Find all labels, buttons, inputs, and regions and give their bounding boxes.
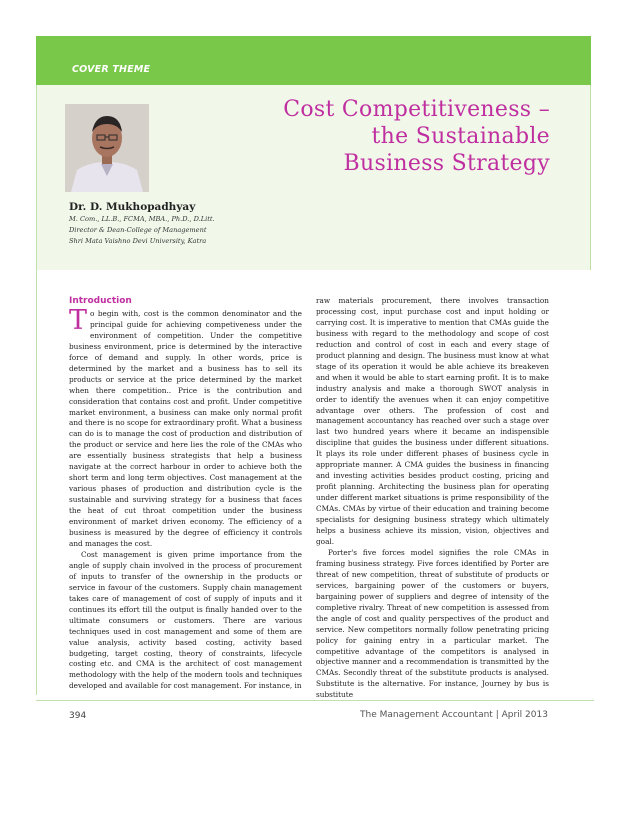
paragraph: Cost management is given prime importance from the angle of supply chain involved in the process of procurement of inputs to transfer of the ownership in the products or service in favour of the customers. Supply chain management takes care of management of cost of supply of inputs and it continues its effort till the output is finally handed over to the ultimate consumers or customers. There are various techniques used in cost management and some of them are value analysis, activity based costing, activity based budgeting, target costing, theory of constraints, lifecycle costing etc. and CMA is the architect of cost management methodology with the help of the modern tools and techniques developed and available for cost management. For instance, in xyxy=(69,549,302,691)
section-heading: Introduction xyxy=(69,296,132,306)
article-title xyxy=(200,96,550,177)
right-rule xyxy=(590,85,591,270)
section-label: COVER THEME xyxy=(72,64,151,75)
author-portrait-icon xyxy=(65,104,149,192)
author-credentials: M. Com., LL.B., FCMA, MBA., Ph.D., D.Litt. xyxy=(69,215,215,223)
journal-footer: The Management Accountant | April 2013 xyxy=(360,710,548,720)
section-band xyxy=(36,36,591,85)
left-rule xyxy=(36,85,37,695)
paragraph-text: o begin with, cost is the common denominator and the principal guide for achieving competiveness under the environment of competition. Under the competitive business environment, price is determined by the interactive force of demand and supply. In other words, price is determined by the market and a business has to sell its products or service at the price determined by the market when there competition.. Price is the contribution and consideration that contains cost and profit. Under competitive market environment, a business can make only normal profit and there is no scope for extraordinary profit. What a business can do is to manage the cost of production and distribution of the product or service and here lies the role of the CMAs who are essentially business strategists that help a business navigate at the correct harbour in order to achieve both the short term and long term objectives. Cost management at the various phases of production and distribution cycle is the sustainable and surviving strategy for a business that faces the heat of cut throat competition under the business environment of market driven economy. The efficiency of a business is measured by the degree of efficiency it controls and manages the cost. xyxy=(69,308,302,548)
title-line: the Sustainable xyxy=(371,124,550,149)
left-column xyxy=(69,296,302,692)
paragraph: raw materials procurement, there involves transaction processing cost, input purchase cost and input holding or carrying cost. It is imperative to mention that CMAs guide the business with regard to the methodology and scope of cost reduction and control of cost in each and every stage of product planning and design. The business must know at what stage of its operation it would be able achieve its breakeven and when it would be able to start earning profit. It is to make industry analysis and make a thorough SWOT analysis in order to identify the avenues when it can enjoy competitive advantage over others. The profession of cost and management accountancy has reached over such a stage over last two hundred years where it became an indispensible discipline that guides the business under different situations. It plays its role under different phases of business cycle in appropriate manner. A CMA guides the business in financing and investing activities besides product costing, pricing and profit planning. Architecting the business plan for operating under different market situations is prime responsibility of the CMAs. CMAs by virtue of their education and training become specialists for designing business strategy which ultimately helps a business achieve its mission, vision, objectives and goal. xyxy=(316,296,549,546)
title-line: Business Strategy xyxy=(343,151,550,176)
author-photo xyxy=(65,104,149,192)
footer-rule xyxy=(36,700,594,701)
paragraph xyxy=(69,304,302,550)
author-institution: Shri Mata Vaishno Devi University, Katra xyxy=(69,237,207,245)
author-name: Dr. D. Mukhopadhyay xyxy=(69,201,196,213)
page-number: 394 xyxy=(69,711,87,721)
drop-cap: T xyxy=(69,304,88,336)
right-column xyxy=(316,296,549,701)
author-position: Director & Dean-College of Management xyxy=(69,226,207,234)
title-line: Cost Competitiveness – xyxy=(283,97,550,122)
paragraph: Porter's five forces model signifies the role CMAs in framing business strategy. Five forces identified by Porter are threat of new competition, threat of substitute of products or services, bargaining power of the customers or buyers, bargaining power of suppliers and degree of intensity of the completive rivalry. Threat of new competition is assessed from the angle of cost and quality perspectives of the product and service. New competitors normally follow penetrating pricing policy for gaining entry in a particular market. The competitive advantage of the competitors is analysed in objective manner and a recommendation is transmitted by the CMAs. Secondly threat of the substitute products is analysed. Substitute is the alternative. For instance, Journey by bus is substitute xyxy=(316,547,549,700)
